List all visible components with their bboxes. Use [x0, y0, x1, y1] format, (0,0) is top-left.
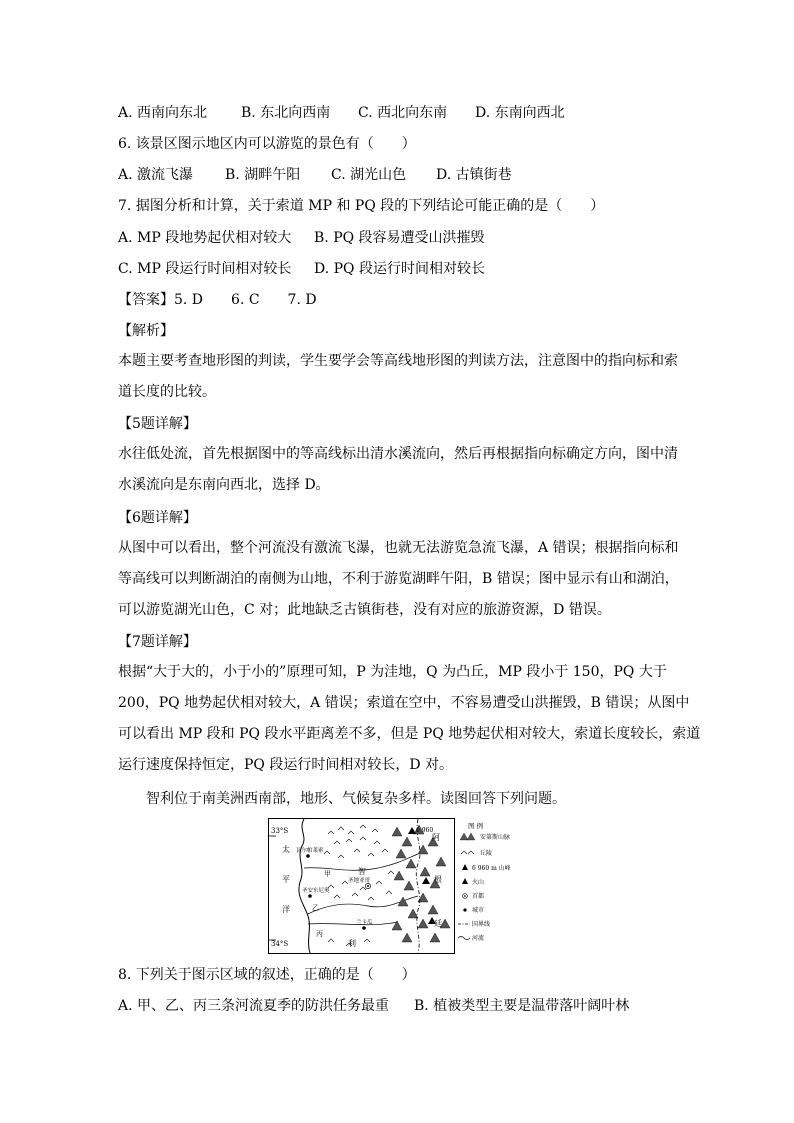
legend-peak-icon [462, 864, 468, 870]
city-dot [306, 854, 310, 858]
chile-map-figure [268, 818, 528, 954]
detail-7-line-3: 可以看出 MP 段和 PQ 段水平距离差不多，但是 PQ 地势起伏相对较大，索道长度较长，索道 [118, 726, 701, 742]
q7-option-b: B. PQ 段容易遭受山洪摧毁 [314, 230, 485, 246]
detail-7-line-2: 200，PQ 地势起伏相对较大，A 错误；索道在空中，不容易遭受山洪摧毁，B 错误；从图中 [118, 695, 690, 711]
detail-6-line-2: 等高线可以判断湖泊的南侧为山地，不利于游览湖畔午阳，B 错误；图中显示有山和湖泊， [118, 571, 679, 587]
detail-5-line-1: 水往低处流，首先根据图中的等高线标出清水溪流向，然后再根据指向标确定方向，图中清 [118, 446, 678, 462]
q7-options-row1 [118, 229, 485, 247]
q5-option-d: D. 东南向西北 [475, 105, 565, 121]
q8-options [118, 997, 629, 1015]
q5-option-a: A. 西南向东北 [118, 105, 208, 121]
lat-label-bottom: 34°S [271, 940, 289, 948]
q7-option-d: D. PQ 段运行时间相对较长 [314, 261, 485, 277]
q7-options-row2 [118, 260, 485, 278]
q6-options [118, 166, 512, 184]
analysis-heading: 【解析】 [118, 323, 174, 339]
q8-stem: 8. 下列关于图示区域的叙述，正确的是（ ） [118, 967, 416, 983]
lat-label-top: 33°S [271, 827, 289, 835]
analysis-line-1: 本题主要考查地形图的判读，学生要学会等高线地形图的判读方法，注意图中的指向标和索 [118, 353, 678, 369]
legend-river-icon [458, 937, 470, 940]
city-dot [308, 894, 312, 898]
legend-title: 图 例 [468, 822, 484, 830]
chile-intro: 智利位于南美洲西南部，地形、气候复杂多样。读图回答下列问题。 [146, 791, 566, 807]
peak-label: 6 960 [416, 827, 434, 834]
legend-volcano-icon [462, 878, 468, 884]
neighbor-char-2: 根 [434, 875, 442, 884]
analysis-line-2: 道长度的比较。 [118, 384, 216, 400]
q6-option-a: A. 激流飞瀑 [118, 167, 194, 183]
city-santiago: 圣地亚哥 [348, 878, 371, 884]
river-label-jia: 甲 [324, 870, 331, 878]
detail-7-heading: 【7题详解】 [118, 634, 197, 650]
q7-option-a: A. MP 段地势起伏相对较大 [118, 230, 292, 246]
detail-5-text [118, 439, 678, 501]
detail-7-text [118, 657, 701, 781]
city-valparaiso: 瓦尔帕莱索 [296, 848, 324, 854]
city-rancagua: 兰卡瓜 [356, 920, 373, 926]
legend-hill: 丘陵 [480, 850, 493, 857]
q7-stem: 7. 据图分析和计算，关于索道 MP 和 PQ 段的下列结论可能正确的是（ ） [118, 198, 605, 214]
legend-hill-icon [461, 851, 474, 854]
river-label-bing: 丙 [316, 930, 323, 938]
map-legend [458, 821, 511, 942]
q8-option-a: A. 甲、乙、丙三条河流夏季的防洪任务最重 [118, 998, 390, 1014]
detail-7-line-1: 根据“大于大的，小于小的”原理可知，P 为洼地，Q 为凸丘，MP 段小于 150，PQ 大于 [118, 664, 667, 680]
ocean-char-1: 太 [282, 845, 290, 854]
q5-option-b: B. 东北向西南 [241, 105, 331, 121]
ocean-char-3: 洋 [282, 905, 290, 914]
q6-stem: 6. 该景区图示地区内可以游览的景色有（ ） [118, 136, 416, 152]
city-dot [362, 926, 366, 930]
q5-options [118, 104, 565, 122]
q5-option-c: C. 西北向东南 [358, 105, 448, 121]
legend-border: 国界线 [472, 921, 491, 928]
detail-5-line-2: 水溪流向是东南向西北，选择 D。 [118, 477, 330, 493]
legend-volcano: 火山 [472, 879, 485, 886]
legend-city: 城市 [472, 907, 485, 914]
detail-5-heading: 【5题详解】 [118, 416, 197, 432]
q6-option-c: C. 湖光山色 [331, 167, 407, 183]
legend-capital: 首都 [472, 893, 485, 900]
legend-andes-icon [460, 833, 475, 840]
country-char-li: 利 [348, 939, 356, 948]
detail-6-line-1: 从图中可以看出，整个河流没有激流飞瀑，也就无法游览急流飞瀑，A 错误；根据指向标和 [118, 540, 679, 556]
legend-andes: 安第斯山脉 [480, 834, 511, 841]
legend-river: 河流 [472, 935, 485, 942]
ocean-char-2: 平 [282, 875, 290, 884]
detail-6-line-3: 可以游览湖光山色，C 对；此地缺乏古镇街巷，没有对应的旅游资源，D 错误。 [118, 602, 611, 618]
country-char-zhi: 智 [358, 867, 366, 876]
detail-7-line-4: 运行速度保持恒定，PQ 段运行时间相对较长，D 对。 [118, 757, 454, 773]
q7-option-c: C. MP 段运行时间相对较长 [118, 261, 292, 277]
neighbor-char-3: 廷 [434, 919, 442, 928]
river-label-yi: 乙 [312, 904, 319, 912]
detail-6-text [118, 533, 678, 626]
analysis-text [118, 346, 678, 408]
neighbor-char-1: 阿 [432, 833, 440, 842]
q6-option-b: B. 湖畔午阳 [225, 167, 301, 183]
answer-line: 【答案】5. D 6. C 7. D [118, 292, 317, 308]
city-san-antonio: 圣安东尼奥 [302, 888, 330, 894]
legend-city-icon [463, 908, 466, 911]
q6-option-d: D. 古镇街巷 [436, 167, 512, 183]
legend-peak: 6 960 m 山峰 [472, 865, 511, 872]
detail-6-heading: 【6题详解】 [118, 510, 197, 526]
q8-option-b: B. 植被类型主要是温带落叶阔叶林 [414, 998, 630, 1014]
